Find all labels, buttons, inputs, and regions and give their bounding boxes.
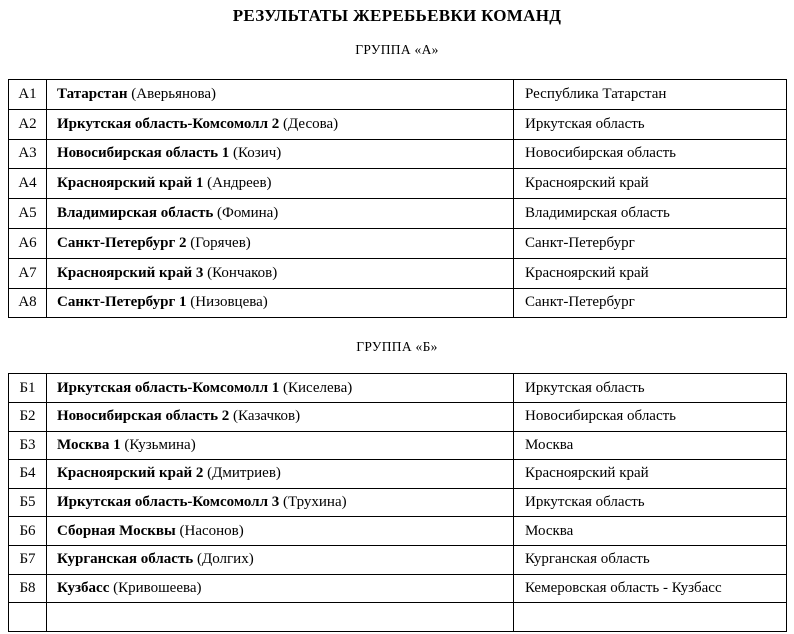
team-code-cell: А3 [9,139,47,169]
page-title: РЕЗУЛЬТАТЫ ЖЕРЕБЬЕВКИ КОМАНД [232,6,562,25]
team-person: (Кривошеева) [113,579,202,596]
table-row [9,199,787,229]
group-b-label: ГРУППА «Б» [356,339,438,355]
team-person: (Трухина) [283,494,347,511]
table-row [9,402,787,431]
team-name: Владимирская область [57,205,214,222]
team-name: Новосибирская область 2 [57,408,230,425]
team-cell [47,603,514,632]
team-name: Санкт-Петербург 1 [57,294,187,311]
team-name: Татарстан [57,85,128,102]
region-cell [514,603,787,632]
team-name: Иркутская область-Комсомолл 2 [57,115,280,132]
table-row [9,139,787,169]
team-cell [47,431,514,460]
team-person: (Дмитриев) [207,465,281,482]
team-name: Иркутская область-Комсомолл 3 [57,494,280,511]
team-cell [47,517,514,546]
team-cell [47,228,514,258]
team-cell [47,460,514,489]
region-cell: Иркутская область [514,374,787,403]
team-code-cell: Б1 [9,374,47,403]
team-code-cell: Б8 [9,574,47,603]
team-code-cell: Б2 [9,402,47,431]
region-cell: Кемеровская область - Кузбасс [514,574,787,603]
region-cell: Новосибирская область [514,402,787,431]
table-row [9,460,787,489]
team-cell [47,574,514,603]
team-code-cell: Б3 [9,431,47,460]
team-person: (Козич) [233,145,282,162]
team-cell [47,258,514,288]
region-cell: Иркутская область [514,488,787,517]
table-row [9,488,787,517]
team-code-cell: А4 [9,169,47,199]
team-code-cell: А5 [9,199,47,229]
team-name: Сборная Москвы [57,522,176,539]
team-code-cell: Б5 [9,488,47,517]
table-row [9,574,787,603]
team-code-cell: А2 [9,109,47,139]
team-person: (Кончаков) [207,264,278,281]
team-cell [47,402,514,431]
team-cell [47,545,514,574]
group-b-table [8,373,787,631]
region-cell: Красноярский край [514,258,787,288]
team-cell [47,109,514,139]
team-name: Кузбасс [57,579,110,596]
team-name: Красноярский край 2 [57,465,204,482]
table-row-cutoff [9,603,787,632]
team-code-cell: Б7 [9,545,47,574]
team-code-cell [9,603,47,632]
team-person: (Насонов) [179,522,244,539]
team-person: (Горячев) [190,234,251,251]
table-row [9,545,787,574]
team-person: (Фомина) [217,205,279,222]
region-cell: Москва [514,431,787,460]
team-code-cell: Б6 [9,517,47,546]
table-row [9,258,787,288]
team-cell [47,374,514,403]
table-row [9,109,787,139]
team-name: Красноярский край 3 [57,264,204,281]
region-cell: Москва [514,517,787,546]
team-cell [47,169,514,199]
team-person: (Долгих) [197,551,254,568]
team-person: (Аверьянова) [131,85,217,102]
region-cell: Владимирская область [514,199,787,229]
region-cell: Санкт-Петербург [514,288,787,318]
group-a-table [8,79,787,318]
table-row [9,517,787,546]
region-cell: Курганская область [514,545,787,574]
team-cell [47,488,514,517]
table-row [9,228,787,258]
table-row [9,80,787,110]
team-code-cell: А6 [9,228,47,258]
team-person: (Десова) [283,115,339,132]
region-cell: Новосибирская область [514,139,787,169]
team-name: Красноярский край 1 [57,175,204,192]
team-cell [47,80,514,110]
team-name: Санкт-Петербург 2 [57,234,187,251]
table-row [9,169,787,199]
team-person: (Киселева) [283,379,353,396]
region-cell: Санкт-Петербург [514,228,787,258]
table-row [9,431,787,460]
team-name: Иркутская область-Комсомолл 1 [57,379,280,396]
team-cell [47,288,514,318]
team-code-cell: Б4 [9,460,47,489]
region-cell: Красноярский край [514,460,787,489]
team-name: Новосибирская область 1 [57,145,230,162]
team-code-cell: А8 [9,288,47,318]
team-person: (Казачков) [233,408,301,425]
team-name: Курганская область [57,551,194,568]
region-cell: Красноярский край [514,169,787,199]
team-cell [47,199,514,229]
team-cell [47,139,514,169]
table-row [9,374,787,403]
table-row [9,288,787,318]
team-code-cell: А7 [9,258,47,288]
team-name: Москва 1 [57,436,121,453]
region-cell: Республика Татарстан [514,80,787,110]
region-cell: Иркутская область [514,109,787,139]
team-person: (Андреев) [207,175,272,192]
team-person: (Кузьмина) [124,436,196,453]
group-a-label: ГРУППА «А» [355,42,439,57]
team-code-cell: А1 [9,80,47,110]
team-person: (Низовцева) [190,294,268,311]
